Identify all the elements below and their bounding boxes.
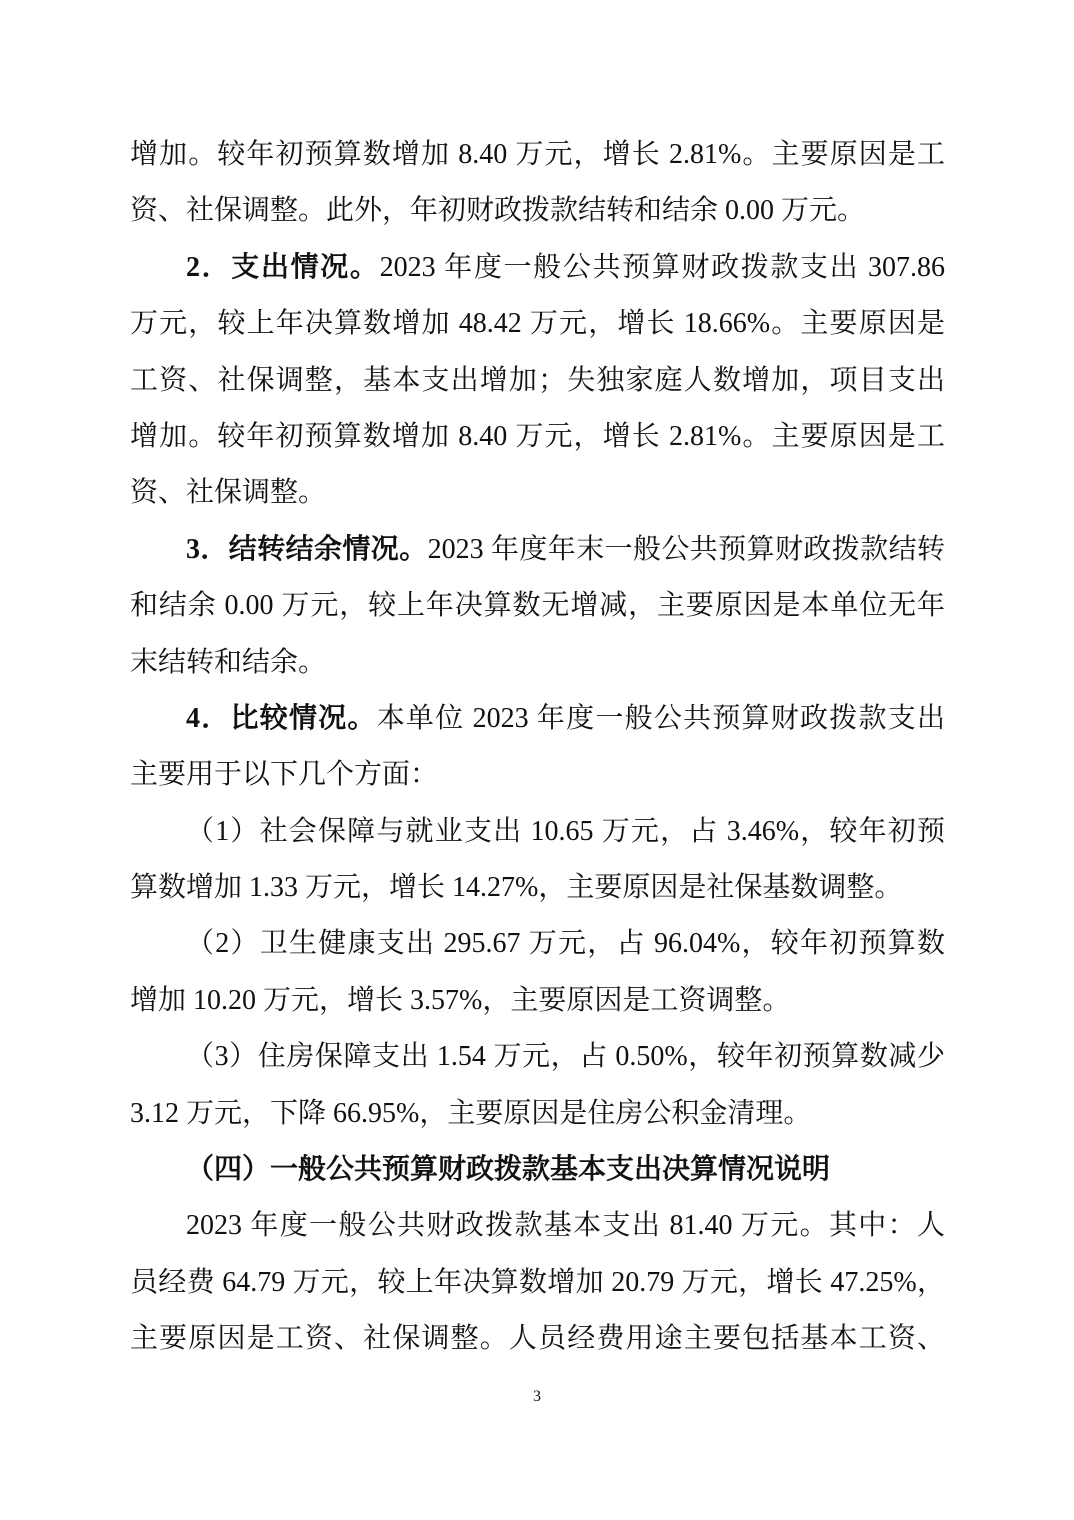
text-line [130,296,945,352]
line-text: 资、社保调整。 [130,477,327,509]
text-line [130,183,945,239]
text-line [130,1255,945,1311]
text-line [130,1142,945,1198]
line-text: 增加。较年初预算数增加 8.40 万元，增长 2.81%。主要原因是工 [130,139,945,170]
text-line [130,1086,945,1142]
text-line [130,1029,945,1085]
line-text: 主要原因是工资、社保调整。人员经费用途主要包括基本工资、 [130,1323,945,1355]
page-number: 3 [533,1388,541,1405]
line-text: 2023 年度一般公共预算财政拨款支出 307.86 [379,251,945,283]
line-text: 资、社保调整。此外，年初财政拨款结转和结余 0.00 万元。 [130,195,866,227]
line-text: 员经费 64.79 万元，较上年决算数增加 20.79 万元，增长 47.25%， [130,1266,945,1298]
document-body [130,127,945,1368]
text-line [130,1311,945,1367]
text-line [130,973,945,1029]
text-line [130,578,945,634]
line-text: 和结余 0.00 万元，较上年决算数无增减，主要原因是本单位无年 [130,590,945,622]
line-text: 主要用于以下几个方面： [130,759,439,791]
text-line [130,240,945,296]
bold-heading: 2．支出情况。 [186,251,380,283]
text-line [130,465,945,521]
line-text: 算数增加 1.33 万元，增长 14.27%，主要原因是社保基数调整。 [130,872,903,904]
bold-heading: 3．结转结余情况。 [186,533,428,565]
line-text: 3.12 万元，下降 66.95%，主要原因是住房公积金清理。 [130,1097,812,1129]
text-line [130,860,945,916]
line-text: 本单位 2023 年度一般公共预算财政拨款支出 [376,702,945,734]
line-text: 2023 年度一般公共财政拨款基本支出 81.40 万元。其中：人 [186,1210,945,1242]
text-line [130,1198,945,1254]
line-text: 增加 10.20 万元，增长 3.57%，主要原因是工资调整。 [130,984,791,1016]
bold-heading: （四）一般公共预算财政拨款基本支出决算情况说明 [186,1154,831,1186]
line-text: 增加。较年初预算数增加 8.40 万元，增长 2.81%。主要原因是工 [130,420,945,452]
text-line [130,804,945,860]
text-line [130,691,945,747]
line-text: （3）住房保障支出 1.54 万元，占 0.50%，较年初预算数减少 [186,1041,945,1073]
text-line [130,747,945,803]
text-line [130,635,945,691]
line-text: （2）卫生健康支出 295.67 万元，占 96.04%，较年初预算数 [186,928,945,960]
text-line [130,353,945,409]
text-line [130,127,945,183]
text-line [130,522,945,578]
line-text: 2023 年度年末一般公共预算财政拨款结转 [427,533,945,565]
line-text: 万元，较上年决算数增加 48.42 万元，增长 18.66%。主要原因是 [130,308,945,340]
bold-heading: 4．比较情况。 [186,702,377,734]
line-text: 工资、社保调整，基本支出增加；失独家庭人数增加，项目支出 [130,364,945,396]
text-line [130,916,945,972]
text-line [130,409,945,465]
line-text: （1）社会保障与就业支出 10.65 万元，占 3.46%，较年初预 [186,815,945,847]
line-text: 末结转和结余。 [130,646,327,678]
